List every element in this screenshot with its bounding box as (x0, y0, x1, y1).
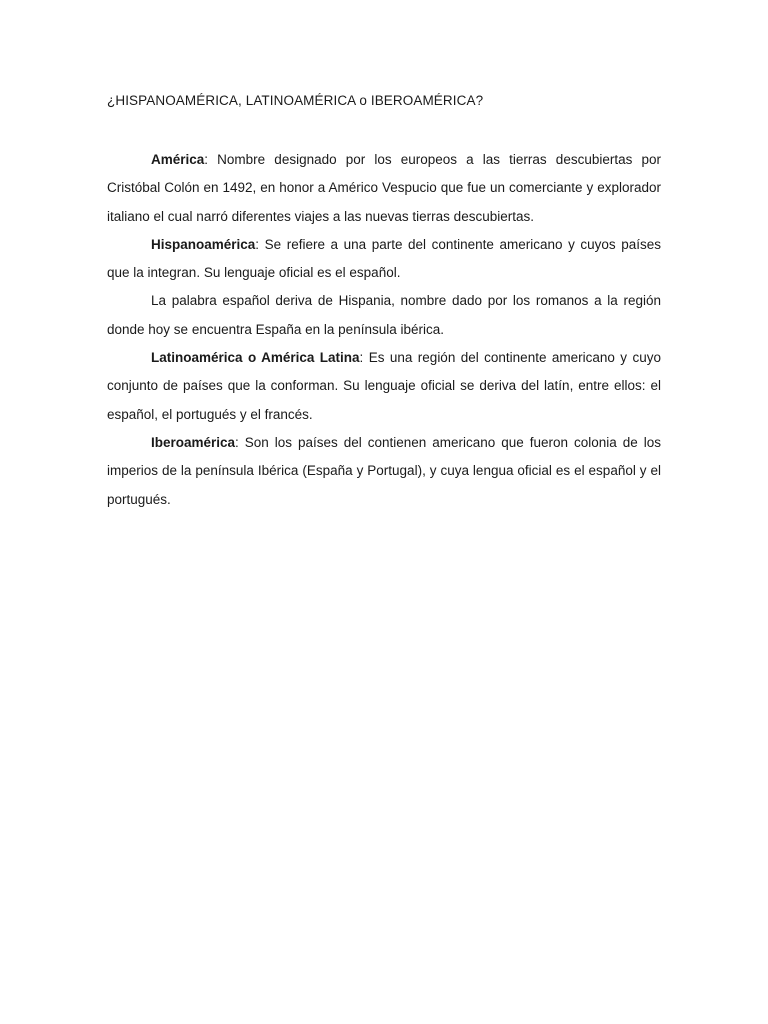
term-hispanoamerica: Hispanoamérica (151, 236, 256, 252)
term-latinoamerica: Latinoamérica o América Latina (151, 350, 360, 366)
term-iberoamerica: Iberoamérica (151, 434, 236, 450)
paragraph-iberoamerica (107, 429, 661, 514)
etymology-text: La palabra español deriva de Hispania, nombre dado por los romanos a la región donde hoy se encuentra España en la península ibérica. (107, 293, 661, 337)
definition-america: : Nombre designado por los europeos a las tierras descubiertas por Cristóbal Colón en 1492, en honor a Américo Vespucio que fue un comerciante y explorador italiano el cual narró diferentes viajes a las nuevas tierras descubiertas. (107, 152, 661, 224)
paragraph-etymology (107, 287, 661, 344)
document-title: ¿HISPANOAMÉRICA, LATINOAMÉRICA o IBEROAMÉRICA? (107, 93, 484, 108)
definition-hispanoamerica: : Se refiere a una parte del continente americano y cuyos países que la integran. Su lenguaje oficial es el español. (107, 236, 661, 281)
definition-latinoamerica: : Es una región del continente americano y cuyo conjunto de países que la conforman. Su lenguaje oficial se deriva del latín, entre ellos: el español, el portugués y el francés. (107, 350, 661, 422)
paragraph-america (107, 146, 661, 231)
term-america: América (151, 152, 205, 167)
definition-iberoamerica: : Son los países del contienen americano que fueron colonia de los imperios de la península Ibérica (España y Portugal), y cuya lengua oficial es el español y el portugués. (107, 434, 661, 507)
paragraph-hispanoamerica (107, 231, 661, 288)
paragraph-latinoamerica (107, 344, 661, 429)
document-body (107, 146, 661, 514)
